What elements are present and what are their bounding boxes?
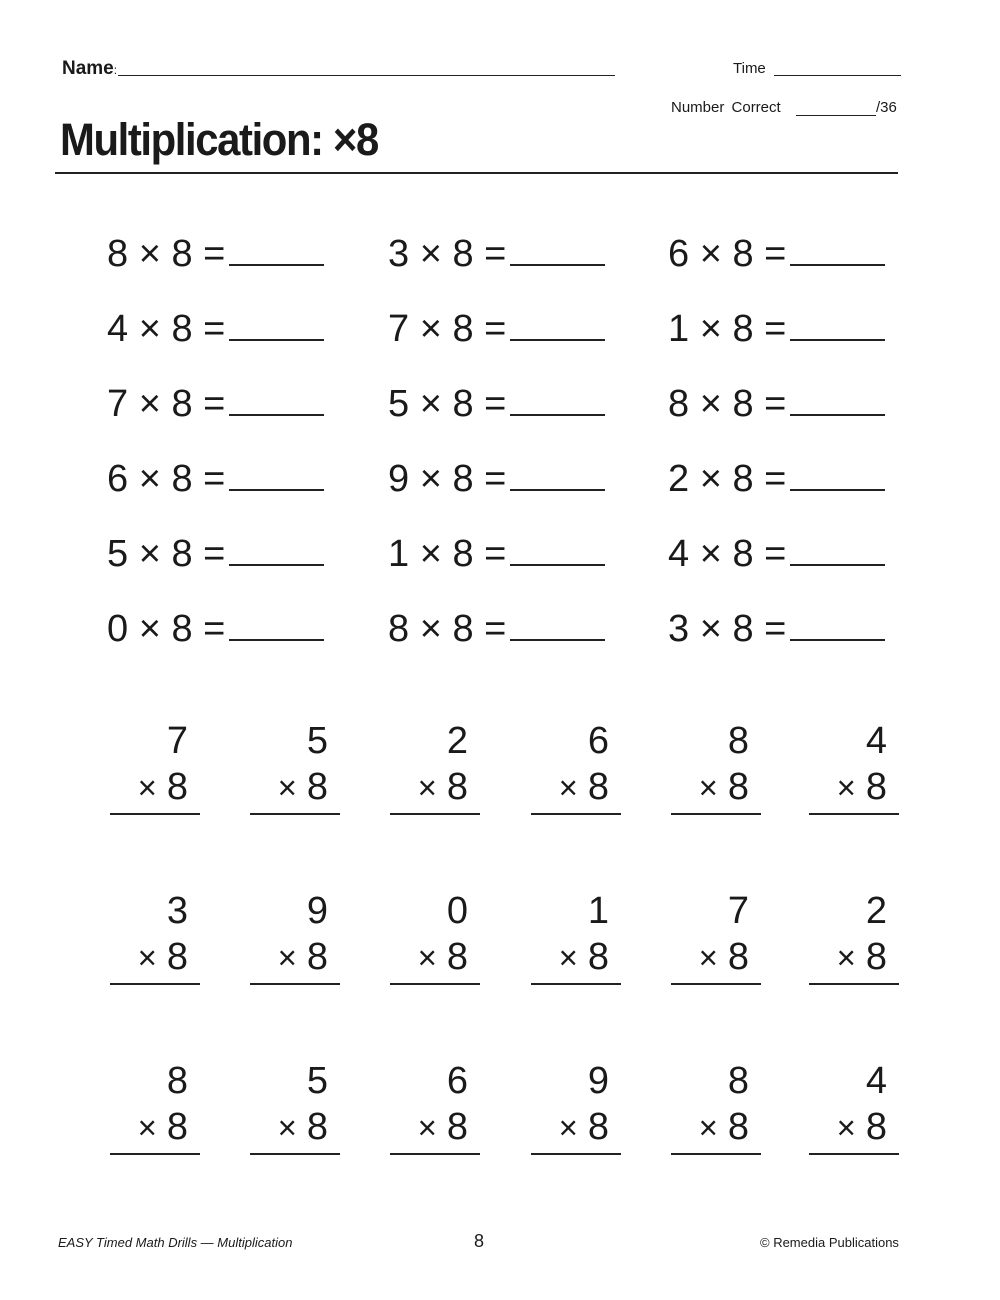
answer-blank[interactable] <box>790 228 885 266</box>
multiplicand: 4 <box>865 720 887 762</box>
answer-line[interactable] <box>250 983 340 985</box>
times-sign: × <box>417 939 437 976</box>
vertical-problem <box>671 1060 761 1155</box>
problem-text: 9 × 8 = <box>388 458 507 500</box>
multiplier: 8 <box>587 766 609 808</box>
answer-line[interactable] <box>390 1153 480 1155</box>
problem-text: 3 × 8 = <box>668 608 787 650</box>
vertical-problem <box>809 720 899 815</box>
footer-publisher: © Remedia Publications <box>760 1235 899 1250</box>
answer-blank[interactable] <box>510 603 605 641</box>
multiplier: 8 <box>166 936 188 978</box>
multiplier-line <box>559 936 609 979</box>
times-sign: × <box>836 1109 856 1146</box>
horizontal-problem-row <box>0 453 1000 528</box>
multiplicand: 7 <box>166 720 188 762</box>
multiplicand: 2 <box>865 890 887 932</box>
multiplier: 8 <box>727 766 749 808</box>
multiplicand: 0 <box>446 890 468 932</box>
answer-blank[interactable] <box>790 303 885 341</box>
times-sign: × <box>277 939 297 976</box>
times-sign: × <box>698 1109 718 1146</box>
horizontal-problem <box>388 603 605 653</box>
name-colon: : <box>113 63 118 77</box>
time-input-line[interactable] <box>774 75 901 76</box>
multiplier: 8 <box>865 766 887 808</box>
time-label: Time <box>733 60 766 77</box>
vertical-problem <box>110 890 200 985</box>
horizontal-problem <box>668 603 885 653</box>
horizontal-problem-row <box>0 228 1000 303</box>
multiplier-line <box>278 1106 328 1149</box>
multiplicand: 8 <box>727 720 749 762</box>
answer-line[interactable] <box>390 983 480 985</box>
horizontal-problem <box>107 603 324 653</box>
number-correct-total: /36 <box>876 99 897 116</box>
multiplier-line <box>837 1106 887 1149</box>
horizontal-problem <box>107 303 324 353</box>
multiplier-line <box>559 1106 609 1149</box>
vertical-problem <box>671 720 761 815</box>
problem-text: 1 × 8 = <box>668 308 787 350</box>
answer-blank[interactable] <box>510 453 605 491</box>
answer-blank[interactable] <box>510 228 605 266</box>
vertical-problem <box>250 890 340 985</box>
multiplier-line <box>418 936 468 979</box>
vertical-problem <box>671 890 761 985</box>
horizontal-problem <box>107 453 324 503</box>
times-sign: × <box>836 769 856 806</box>
multiplier: 8 <box>446 766 468 808</box>
horizontal-problem <box>388 228 605 278</box>
answer-line[interactable] <box>531 813 621 815</box>
answer-line[interactable] <box>110 983 200 985</box>
multiplicand: 3 <box>166 890 188 932</box>
horizontal-problem-row <box>0 603 1000 678</box>
answer-line[interactable] <box>809 983 899 985</box>
answer-blank[interactable] <box>229 228 324 266</box>
problem-text: 8 × 8 = <box>107 233 226 275</box>
problem-text: 4 × 8 = <box>668 533 787 575</box>
times-sign: × <box>137 769 157 806</box>
horizontal-problem <box>107 378 324 428</box>
horizontal-problem <box>668 453 885 503</box>
name-input-line[interactable] <box>118 75 615 76</box>
multiplicand: 2 <box>446 720 468 762</box>
answer-blank[interactable] <box>790 528 885 566</box>
horizontal-problem <box>388 528 605 578</box>
vertical-problem <box>250 1060 340 1155</box>
title-divider <box>55 172 898 174</box>
answer-line[interactable] <box>671 813 761 815</box>
answer-line[interactable] <box>809 1153 899 1155</box>
horizontal-problem <box>107 228 324 278</box>
times-sign: × <box>698 769 718 806</box>
page-number: 8 <box>474 1231 485 1251</box>
vertical-problem <box>390 890 480 985</box>
horizontal-problems-grid <box>0 228 1000 678</box>
multiplicand: 5 <box>306 1060 328 1102</box>
problem-text: 4 × 8 = <box>107 308 226 350</box>
horizontal-problem <box>388 378 605 428</box>
multiplier: 8 <box>166 766 188 808</box>
times-sign: × <box>137 1109 157 1146</box>
multiplicand: 4 <box>865 1060 887 1102</box>
multiplier: 8 <box>865 936 887 978</box>
multiplier: 8 <box>727 936 749 978</box>
answer-line[interactable] <box>671 1153 761 1155</box>
times-sign: × <box>137 939 157 976</box>
problem-text: 6 × 8 = <box>668 233 787 275</box>
multiplier-line <box>278 936 328 979</box>
times-sign: × <box>277 769 297 806</box>
times-sign: × <box>558 1109 578 1146</box>
answer-line[interactable] <box>250 1153 340 1155</box>
name-label: Name: <box>62 58 118 79</box>
answer-line[interactable] <box>671 983 761 985</box>
page-title: Multiplication: ×8 <box>60 114 378 165</box>
multiplicand: 6 <box>446 1060 468 1102</box>
horizontal-problem <box>388 303 605 353</box>
multiplicand: 9 <box>306 890 328 932</box>
multiplier: 8 <box>166 1106 188 1148</box>
problem-text: 2 × 8 = <box>668 458 787 500</box>
answer-blank[interactable] <box>510 378 605 416</box>
multiplicand: 1 <box>587 890 609 932</box>
answer-blank[interactable] <box>229 303 324 341</box>
answer-line[interactable] <box>110 1153 200 1155</box>
multiplicand: 5 <box>306 720 328 762</box>
multiplier-line <box>837 936 887 979</box>
vertical-problem <box>110 720 200 815</box>
times-sign: × <box>417 769 437 806</box>
answer-line[interactable] <box>110 813 200 815</box>
multiplier-line <box>837 766 887 809</box>
multiplier: 8 <box>446 936 468 978</box>
answer-blank[interactable] <box>790 378 885 416</box>
vertical-problem <box>390 720 480 815</box>
horizontal-problem-row <box>0 378 1000 453</box>
multiplier: 8 <box>306 936 328 978</box>
answer-blank[interactable] <box>229 453 324 491</box>
times-sign: × <box>277 1109 297 1146</box>
problem-text: 5 × 8 = <box>388 383 507 425</box>
multiplier: 8 <box>727 1106 749 1148</box>
vertical-problem <box>531 720 621 815</box>
problem-text: 1 × 8 = <box>388 533 507 575</box>
multiplier: 8 <box>306 1106 328 1148</box>
horizontal-problem-row <box>0 528 1000 603</box>
problem-text: 3 × 8 = <box>388 233 507 275</box>
multiplier-line <box>138 1106 188 1149</box>
problem-text: 6 × 8 = <box>107 458 226 500</box>
answer-blank[interactable] <box>229 603 324 641</box>
answer-blank[interactable] <box>790 603 885 641</box>
problem-text: 5 × 8 = <box>107 533 226 575</box>
multiplier: 8 <box>587 1106 609 1148</box>
vertical-problem <box>390 1060 480 1155</box>
multiplier-line <box>699 1106 749 1149</box>
horizontal-problem <box>388 453 605 503</box>
multiplicand: 9 <box>587 1060 609 1102</box>
multiplicand: 8 <box>727 1060 749 1102</box>
problem-text: 8 × 8 = <box>668 383 787 425</box>
vertical-problem <box>809 890 899 985</box>
multiplier-line <box>699 936 749 979</box>
multiplicand: 6 <box>587 720 609 762</box>
multiplier-line <box>138 936 188 979</box>
multiplicand: 8 <box>166 1060 188 1102</box>
horizontal-problem <box>668 228 885 278</box>
multiplier: 8 <box>306 766 328 808</box>
vertical-problem <box>110 1060 200 1155</box>
answer-blank[interactable] <box>790 453 885 491</box>
answer-line[interactable] <box>809 813 899 815</box>
problem-text: 7 × 8 = <box>107 383 226 425</box>
multiplier-line <box>559 766 609 809</box>
problem-text: 0 × 8 = <box>107 608 226 650</box>
times-sign: × <box>698 939 718 976</box>
times-sign: × <box>836 939 856 976</box>
footer-book-title: EASY Timed Math Drills — Multiplication <box>58 1235 293 1250</box>
horizontal-problem <box>668 378 885 428</box>
multiplicand: 7 <box>727 890 749 932</box>
number-correct-label: Number Correct <box>671 99 781 116</box>
answer-line[interactable] <box>531 983 621 985</box>
vertical-problem <box>250 720 340 815</box>
multiplier: 8 <box>446 1106 468 1148</box>
answer-line[interactable] <box>531 1153 621 1155</box>
horizontal-problem <box>668 303 885 353</box>
multiplier-line <box>138 766 188 809</box>
vertical-problem <box>809 1060 899 1155</box>
multiplier-line <box>278 766 328 809</box>
answer-line[interactable] <box>390 813 480 815</box>
problem-text: 7 × 8 = <box>388 308 507 350</box>
horizontal-problem <box>107 528 324 578</box>
answer-blank[interactable] <box>510 528 605 566</box>
answer-blank[interactable] <box>229 378 324 416</box>
times-sign: × <box>417 1109 437 1146</box>
horizontal-problem <box>668 528 885 578</box>
multiplier-line <box>418 1106 468 1149</box>
problem-text: 8 × 8 = <box>388 608 507 650</box>
times-sign: × <box>558 939 578 976</box>
multiplier: 8 <box>865 1106 887 1148</box>
horizontal-problem-row <box>0 303 1000 378</box>
vertical-problem <box>531 890 621 985</box>
multiplier-line <box>418 766 468 809</box>
vertical-problem <box>531 1060 621 1155</box>
times-sign: × <box>558 769 578 806</box>
multiplier: 8 <box>587 936 609 978</box>
answer-blank[interactable] <box>510 303 605 341</box>
number-correct-input-line[interactable] <box>796 115 876 116</box>
multiplier-line <box>699 766 749 809</box>
answer-blank[interactable] <box>229 528 324 566</box>
answer-line[interactable] <box>250 813 340 815</box>
